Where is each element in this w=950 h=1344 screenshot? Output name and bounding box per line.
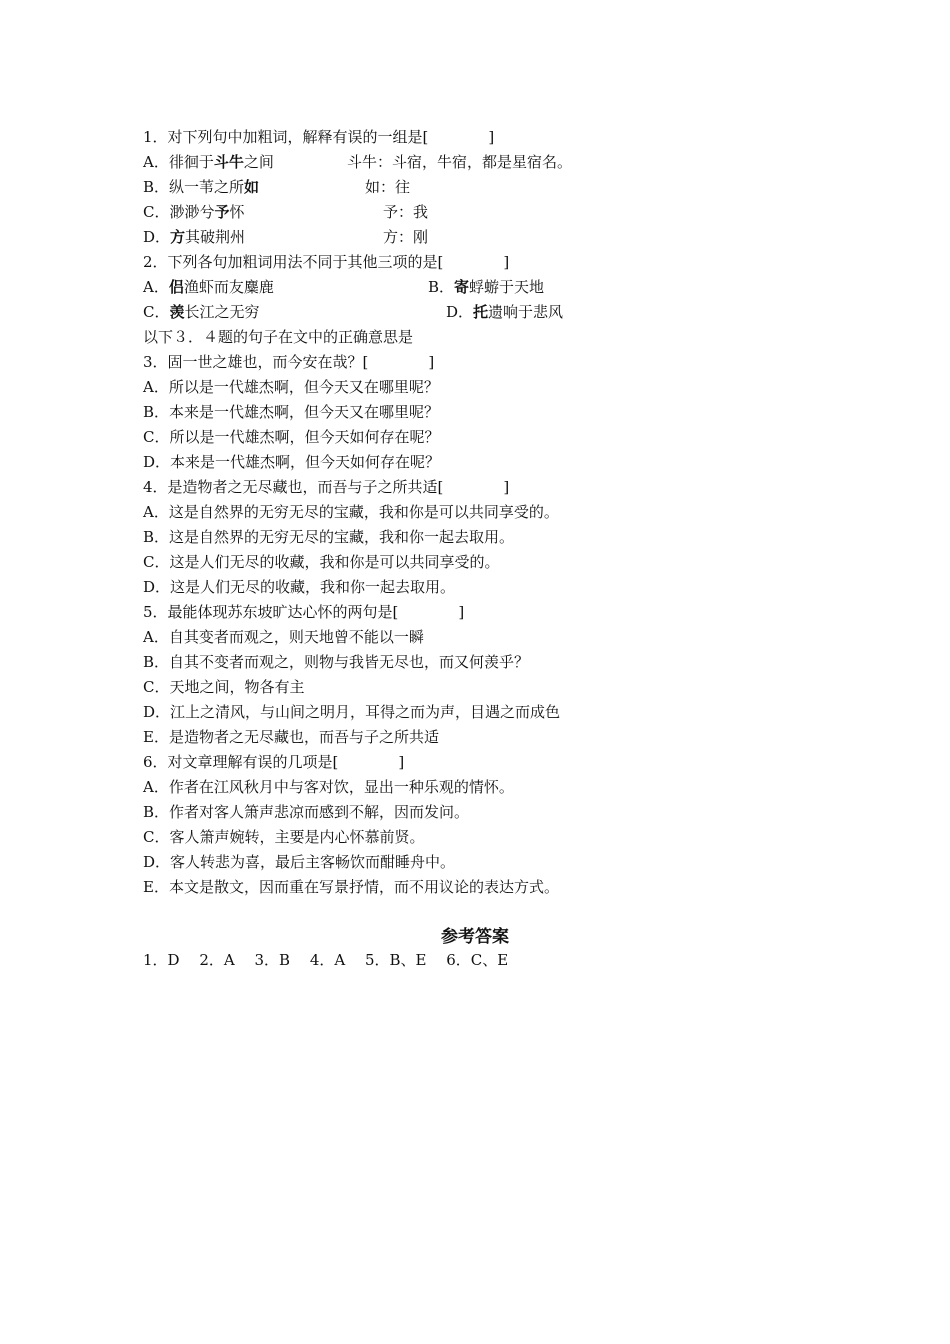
question-6-option-e: E．本文是散文，因而重在写景抒情，而不用议论的表达方式。 — [143, 878, 559, 896]
question-2-option-d — [446, 300, 563, 324]
question-3-option-b: B．本来是一代雄杰啊，但今天又在哪里呢？ — [143, 403, 440, 421]
option-text: 怀 — [229, 203, 245, 221]
bold-keyword: 斗牛 — [213, 153, 244, 171]
option-text: A．徘徊于 — [143, 153, 214, 171]
question-5-option-b: B．自其不变者而观之，则物与我皆无尽也，而又何羡乎？ — [143, 653, 530, 671]
question-4-option-d: D．这是人们无尽的收藏，我和你一起去取用。 — [143, 578, 456, 596]
question-4-stem: 4．是造物者之无尽藏也，而吾与子之所共适[ ] — [143, 478, 510, 496]
bold-keyword: 予 — [214, 203, 230, 221]
option-text: B． — [428, 278, 455, 296]
question-3-option-d: D．本来是一代雄杰啊，但今天如何存在呢？ — [143, 453, 441, 471]
question-5-option-d: D．江上之清风，与山间之明月，耳得之而为声，目遇之而成色 — [143, 703, 561, 721]
option-text: 之间 — [243, 153, 274, 171]
bold-keyword: 侣 — [168, 278, 184, 296]
question-6-option-b: B．作者对客人箫声悲凉而感到不解，因而发问。 — [143, 803, 470, 821]
option-text: 遗响于悲风 — [488, 303, 564, 321]
question-5-stem: 5．最能体现苏东坡旷达心怀的两句是[ ] — [143, 603, 465, 621]
question-6-option-d: D．客人转悲为喜，最后主客畅饮而酣睡舟中。 — [143, 853, 456, 871]
option-text: 渔虾而友麋鹿 — [183, 278, 274, 296]
question-6-option-a: A．作者在江风秋月中与客对饮，显出一种乐观的情怀。 — [143, 778, 514, 796]
option-text: 长江之无穷 — [184, 303, 260, 321]
answer-key-line: 1．D 2．A 3．B 4．A 5．B、E 6．C、E — [143, 951, 509, 969]
question-1-gloss-c: 予：我 — [383, 203, 429, 221]
bold-keyword: 方 — [170, 228, 186, 246]
question-1-gloss-a: 斗牛：斗宿，牛宿，都是星宿名。 — [347, 153, 573, 171]
instruction-text: 以下３．４题的句子在文中的正确意思是 — [143, 328, 414, 346]
question-3-option-c: C．所以是一代雄杰啊，但今天如何存在呢？ — [143, 428, 440, 446]
option-text: D． — [143, 228, 171, 246]
question-6-stem: 6．对文章理解有误的几项是[ ] — [143, 753, 405, 771]
question-1-gloss-b: 如：往 — [365, 178, 411, 196]
option-text: 其破荆州 — [185, 228, 246, 246]
option-text: A． — [143, 278, 169, 296]
question-1-stem: 1．对下列句中加粗词，解释有误的一组是[ ] — [143, 128, 495, 146]
bold-keyword: 羡 — [169, 303, 185, 321]
question-1-gloss-d: 方：刚 — [383, 228, 429, 246]
question-1-option-b — [143, 175, 259, 199]
bold-keyword: 托 — [473, 303, 489, 321]
question-1-option-d — [143, 225, 245, 249]
question-4-option-b: B．这是自然界的无穷无尽的宝藏，我和你一起去取用。 — [143, 528, 515, 546]
question-2-option-b — [428, 275, 544, 299]
question-5-option-a: A．自其变者而观之，则天地曾不能以一瞬 — [143, 628, 424, 646]
bold-keyword: 如 — [244, 178, 260, 196]
question-1-option-a — [143, 150, 274, 174]
option-text: C．渺渺兮 — [143, 203, 215, 221]
answer-key-heading: 参考答案 — [441, 927, 509, 947]
question-2-option-c — [143, 300, 260, 324]
question-6-option-c: C．客人箫声婉转，主要是内心怀慕前贤。 — [143, 828, 425, 846]
question-2-option-a — [143, 275, 274, 299]
question-3-option-a: A．所以是一代雄杰啊，但今天又在哪里呢？ — [143, 378, 439, 396]
question-5-option-c: C．天地之间，物各有主 — [143, 678, 305, 696]
question-4-option-c: C．这是人们无尽的收藏，我和你是可以共同享受的。 — [143, 553, 500, 571]
option-text: 蜉蝣于天地 — [469, 278, 545, 296]
question-5-option-e: E．是造物者之无尽藏也，而吾与子之所共适 — [143, 728, 439, 746]
question-4-option-a: A．这是自然界的无穷无尽的宝藏，我和你是可以共同享受的。 — [143, 503, 559, 521]
option-text: C． — [143, 303, 170, 321]
question-3-stem: 3．固一世之雄也，而今安在哉？[ ] — [143, 353, 435, 371]
option-text: B．纵一苇之所 — [143, 178, 245, 196]
option-text: D． — [446, 303, 474, 321]
question-1-option-c — [143, 200, 245, 224]
bold-keyword: 寄 — [454, 278, 470, 296]
question-2-stem: 2．下列各句加粗词用法不同于其他三项的是[ ] — [143, 253, 510, 271]
